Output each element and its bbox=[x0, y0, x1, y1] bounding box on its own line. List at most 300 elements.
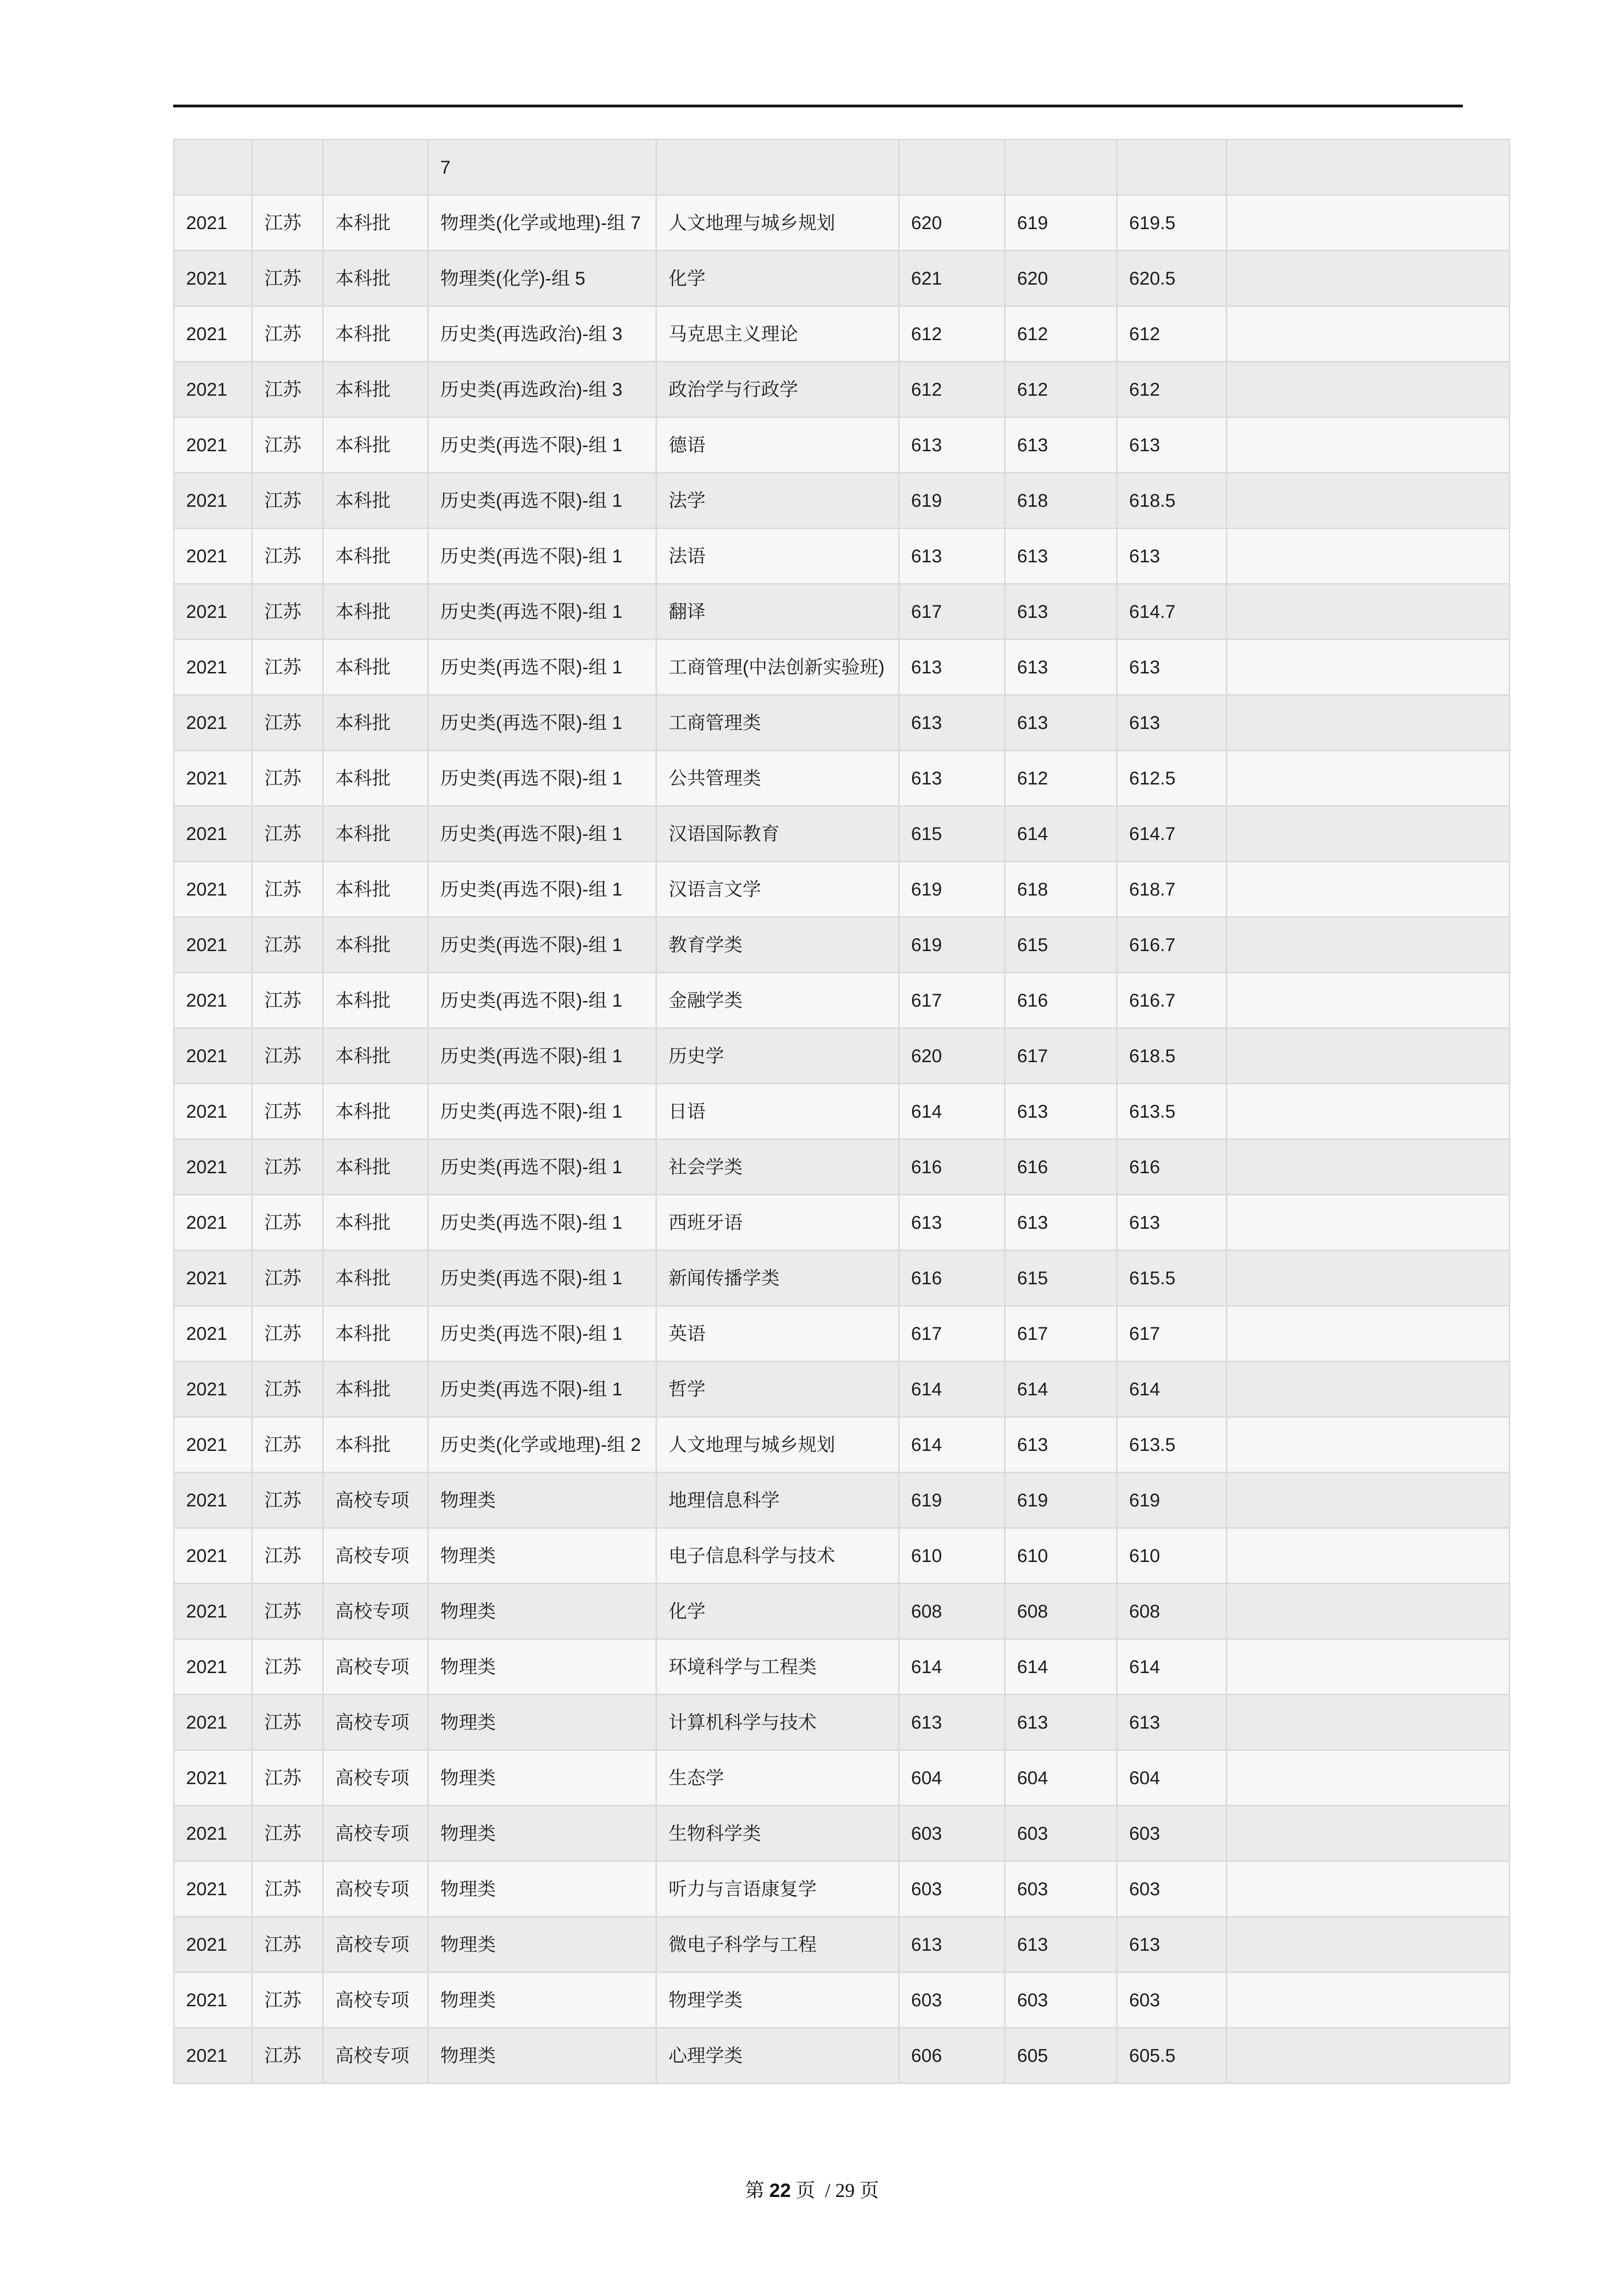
cell-avg: 620.5 bbox=[1117, 251, 1227, 306]
cell-major: 历史学 bbox=[656, 1028, 899, 1084]
cell-province: 江苏 bbox=[252, 973, 323, 1028]
cell-avg: 617 bbox=[1117, 1306, 1227, 1362]
cell-note bbox=[1227, 473, 1510, 529]
cell-province: 江苏 bbox=[252, 1362, 323, 1417]
cell-batch: 本科批 bbox=[323, 1417, 428, 1473]
cell-avg: 618.5 bbox=[1117, 1028, 1227, 1084]
cell-province: 江苏 bbox=[252, 1806, 323, 1861]
table-row bbox=[174, 1195, 1510, 1251]
cell-group: 历史类(再选政治)-组 3 bbox=[428, 306, 656, 362]
cell-major: 人文地理与城乡规划 bbox=[656, 1417, 899, 1473]
cell-major: 环境科学与工程类 bbox=[656, 1639, 899, 1695]
cell-low: 612 bbox=[1005, 306, 1117, 362]
cell-province: 江苏 bbox=[252, 1972, 323, 2028]
cell-note bbox=[1227, 251, 1510, 306]
cell-note bbox=[1227, 806, 1510, 862]
cell-year: 2021 bbox=[174, 529, 252, 584]
cell-batch: 本科批 bbox=[323, 1362, 428, 1417]
cell-batch: 本科批 bbox=[323, 862, 428, 917]
cell-batch: 高校专项 bbox=[323, 1917, 428, 1972]
cell-high: 614 bbox=[899, 1084, 1005, 1139]
cell-province: 江苏 bbox=[252, 473, 323, 529]
cell-low: 605 bbox=[1005, 2028, 1117, 2084]
cell-high: 603 bbox=[899, 1806, 1005, 1861]
cell-note bbox=[1227, 140, 1510, 195]
cell-low: 603 bbox=[1005, 1861, 1117, 1917]
cell-batch: 本科批 bbox=[323, 640, 428, 695]
cell-avg: 616 bbox=[1117, 1139, 1227, 1195]
cell-high: 612 bbox=[899, 306, 1005, 362]
cell-batch: 本科批 bbox=[323, 473, 428, 529]
cell-province: 江苏 bbox=[252, 195, 323, 251]
cell-year: 2021 bbox=[174, 695, 252, 751]
cell-major: 化学 bbox=[656, 1584, 899, 1639]
cell-major: 社会学类 bbox=[656, 1139, 899, 1195]
cell-group: 物理类 bbox=[428, 1972, 656, 2028]
cell-high: 604 bbox=[899, 1750, 1005, 1806]
cell-batch: 高校专项 bbox=[323, 2028, 428, 2084]
cell-year: 2021 bbox=[174, 1639, 252, 1695]
cell-note bbox=[1227, 417, 1510, 473]
cell-note bbox=[1227, 2028, 1510, 2084]
cell-group: 物理类(化学)-组 5 bbox=[428, 251, 656, 306]
cell-note bbox=[1227, 1028, 1510, 1084]
cell-province: 江苏 bbox=[252, 529, 323, 584]
cell-major: 计算机科学与技术 bbox=[656, 1695, 899, 1750]
cell-year: 2021 bbox=[174, 195, 252, 251]
cell-major: 德语 bbox=[656, 417, 899, 473]
cell-province: 江苏 bbox=[252, 251, 323, 306]
cell-year: 2021 bbox=[174, 1806, 252, 1861]
cell-avg: 610 bbox=[1117, 1528, 1227, 1584]
admission-scores-table bbox=[173, 139, 1510, 2084]
cell-major: 政治学与行政学 bbox=[656, 362, 899, 417]
cell-batch: 本科批 bbox=[323, 1195, 428, 1251]
cell-year: 2021 bbox=[174, 640, 252, 695]
table-row bbox=[174, 695, 1510, 751]
cell-high: 614 bbox=[899, 1417, 1005, 1473]
cell-group: 历史类(再选政治)-组 3 bbox=[428, 362, 656, 417]
table-row bbox=[174, 529, 1510, 584]
cell-province: 江苏 bbox=[252, 1139, 323, 1195]
cell-high: 620 bbox=[899, 195, 1005, 251]
cell-major: 电子信息科学与技术 bbox=[656, 1528, 899, 1584]
cell-avg: 614.7 bbox=[1117, 584, 1227, 640]
cell-year: 2021 bbox=[174, 1139, 252, 1195]
cell-year: 2021 bbox=[174, 862, 252, 917]
cell-avg: 618.7 bbox=[1117, 862, 1227, 917]
cell-year: 2021 bbox=[174, 473, 252, 529]
cell-year: 2021 bbox=[174, 1473, 252, 1528]
cell-province: 江苏 bbox=[252, 584, 323, 640]
cell-avg: 612 bbox=[1117, 362, 1227, 417]
cell-group: 历史类(再选不限)-组 1 bbox=[428, 417, 656, 473]
cell-group: 历史类(再选不限)-组 1 bbox=[428, 1195, 656, 1251]
cell-low: 619 bbox=[1005, 1473, 1117, 1528]
cell-major: 马克思主义理论 bbox=[656, 306, 899, 362]
cell-province: 江苏 bbox=[252, 1084, 323, 1139]
cell-low: 604 bbox=[1005, 1750, 1117, 1806]
cell-avg bbox=[1117, 140, 1227, 195]
cell-batch: 本科批 bbox=[323, 306, 428, 362]
cell-batch: 本科批 bbox=[323, 751, 428, 806]
cell-batch: 本科批 bbox=[323, 1028, 428, 1084]
cell-low: 608 bbox=[1005, 1584, 1117, 1639]
cell-province: 江苏 bbox=[252, 2028, 323, 2084]
cell-high: 621 bbox=[899, 251, 1005, 306]
cell-low: 619 bbox=[1005, 195, 1117, 251]
cell-high: 603 bbox=[899, 1972, 1005, 2028]
cell-group: 物理类 bbox=[428, 1528, 656, 1584]
cell-low: 613 bbox=[1005, 1917, 1117, 1972]
cell-high: 606 bbox=[899, 2028, 1005, 2084]
cell-high: 610 bbox=[899, 1528, 1005, 1584]
cell-group: 历史类(再选不限)-组 1 bbox=[428, 1139, 656, 1195]
cell-note bbox=[1227, 306, 1510, 362]
table-row bbox=[174, 2028, 1510, 2084]
cell-low: 614 bbox=[1005, 1362, 1117, 1417]
cell-avg: 616.7 bbox=[1117, 973, 1227, 1028]
cell-note bbox=[1227, 917, 1510, 973]
cell-year: 2021 bbox=[174, 1972, 252, 2028]
table-row bbox=[174, 473, 1510, 529]
cell-major: 金融学类 bbox=[656, 973, 899, 1028]
cell-low: 612 bbox=[1005, 751, 1117, 806]
cell-year: 2021 bbox=[174, 1750, 252, 1806]
cell-note bbox=[1227, 1195, 1510, 1251]
cell-note bbox=[1227, 1417, 1510, 1473]
cell-note bbox=[1227, 1251, 1510, 1306]
cell-group: 物理类 bbox=[428, 1695, 656, 1750]
cell-province: 江苏 bbox=[252, 306, 323, 362]
cell-batch: 本科批 bbox=[323, 417, 428, 473]
cell-note bbox=[1227, 1584, 1510, 1639]
cell-high: 603 bbox=[899, 1861, 1005, 1917]
cell-year: 2021 bbox=[174, 1084, 252, 1139]
cell-province: 江苏 bbox=[252, 1584, 323, 1639]
table-row bbox=[174, 362, 1510, 417]
cell-high: 616 bbox=[899, 1139, 1005, 1195]
cell-major: 工商管理类 bbox=[656, 695, 899, 751]
cell-year: 2021 bbox=[174, 806, 252, 862]
cell-note bbox=[1227, 1917, 1510, 1972]
cell-major: 地理信息科学 bbox=[656, 1473, 899, 1528]
cell-province: 江苏 bbox=[252, 1473, 323, 1528]
cell-province bbox=[252, 140, 323, 195]
cell-batch: 高校专项 bbox=[323, 1972, 428, 2028]
cell-major: 法语 bbox=[656, 529, 899, 584]
table-row bbox=[174, 1972, 1510, 2028]
cell-avg: 613 bbox=[1117, 417, 1227, 473]
cell-major: 生物科学类 bbox=[656, 1806, 899, 1861]
table-row bbox=[174, 751, 1510, 806]
table-row-carryover bbox=[174, 140, 1510, 195]
cell-group: 历史类(再选不限)-组 1 bbox=[428, 973, 656, 1028]
cell-avg: 614 bbox=[1117, 1362, 1227, 1417]
cell-group: 历史类(再选不限)-组 1 bbox=[428, 584, 656, 640]
cell-major: 听力与言语康复学 bbox=[656, 1861, 899, 1917]
cell-batch: 本科批 bbox=[323, 1306, 428, 1362]
cell-high: 616 bbox=[899, 1251, 1005, 1306]
cell-batch: 高校专项 bbox=[323, 1695, 428, 1750]
cell-province: 江苏 bbox=[252, 362, 323, 417]
cell-high bbox=[899, 140, 1005, 195]
cell-note bbox=[1227, 1362, 1510, 1417]
cell-province: 江苏 bbox=[252, 1306, 323, 1362]
table-row bbox=[174, 584, 1510, 640]
cell-major: 化学 bbox=[656, 251, 899, 306]
table-row bbox=[174, 862, 1510, 917]
cell-avg: 605.5 bbox=[1117, 2028, 1227, 2084]
cell-avg: 603 bbox=[1117, 1972, 1227, 2028]
page-footer bbox=[0, 2175, 1624, 2203]
cell-year: 2021 bbox=[174, 306, 252, 362]
cell-group: 历史类(再选不限)-组 1 bbox=[428, 640, 656, 695]
cell-batch: 本科批 bbox=[323, 806, 428, 862]
table-row bbox=[174, 1750, 1510, 1806]
cell-avg: 608 bbox=[1117, 1584, 1227, 1639]
cell-group: 历史类(再选不限)-组 1 bbox=[428, 1362, 656, 1417]
cell-low: 610 bbox=[1005, 1528, 1117, 1584]
cell-avg: 612 bbox=[1117, 306, 1227, 362]
cell-group: 历史类(再选不限)-组 1 bbox=[428, 806, 656, 862]
cell-batch: 本科批 bbox=[323, 584, 428, 640]
cell-batch: 本科批 bbox=[323, 973, 428, 1028]
cell-batch: 高校专项 bbox=[323, 1584, 428, 1639]
cell-major: 汉语言文学 bbox=[656, 862, 899, 917]
cell-major: 生态学 bbox=[656, 1750, 899, 1806]
cell-province: 江苏 bbox=[252, 917, 323, 973]
footer-suffix: 页 bbox=[855, 2180, 879, 2202]
cell-year: 2021 bbox=[174, 1528, 252, 1584]
footer-infix: 页 / bbox=[791, 2180, 836, 2202]
cell-low: 618 bbox=[1005, 473, 1117, 529]
cell-group: 历史类(再选不限)-组 1 bbox=[428, 1251, 656, 1306]
cell-province: 江苏 bbox=[252, 1195, 323, 1251]
cell-avg: 613 bbox=[1117, 1917, 1227, 1972]
table-row bbox=[174, 917, 1510, 973]
cell-province: 江苏 bbox=[252, 1917, 323, 1972]
cell-low: 613 bbox=[1005, 1084, 1117, 1139]
table-row bbox=[174, 1139, 1510, 1195]
cell-avg: 603 bbox=[1117, 1861, 1227, 1917]
cell-major: 物理学类 bbox=[656, 1972, 899, 2028]
cell-year: 2021 bbox=[174, 1417, 252, 1473]
table-row bbox=[174, 1306, 1510, 1362]
cell-group: 历史类(再选不限)-组 1 bbox=[428, 751, 656, 806]
footer-total-pages: 29 bbox=[835, 2180, 855, 2202]
cell-major: 新闻传播学类 bbox=[656, 1251, 899, 1306]
footer-current-page: 22 bbox=[769, 2179, 791, 2201]
cell-group: 物理类 bbox=[428, 1806, 656, 1861]
cell-group: 历史类(再选不限)-组 1 bbox=[428, 1306, 656, 1362]
cell-avg: 619 bbox=[1117, 1473, 1227, 1528]
table-row bbox=[174, 1861, 1510, 1917]
cell-note bbox=[1227, 1806, 1510, 1861]
cell-avg: 614 bbox=[1117, 1639, 1227, 1695]
cell-group: 物理类 bbox=[428, 1473, 656, 1528]
cell-province: 江苏 bbox=[252, 417, 323, 473]
cell-low: 620 bbox=[1005, 251, 1117, 306]
cell-major: 法学 bbox=[656, 473, 899, 529]
cell-major: 汉语国际教育 bbox=[656, 806, 899, 862]
cell-avg: 618.5 bbox=[1117, 473, 1227, 529]
table-row bbox=[174, 251, 1510, 306]
cell-avg: 603 bbox=[1117, 1806, 1227, 1861]
cell-batch: 本科批 bbox=[323, 1139, 428, 1195]
cell-year: 2021 bbox=[174, 1917, 252, 1972]
table-row bbox=[174, 1806, 1510, 1861]
table-row bbox=[174, 1251, 1510, 1306]
cell-batch: 高校专项 bbox=[323, 1861, 428, 1917]
table-row bbox=[174, 1639, 1510, 1695]
cell-note bbox=[1227, 195, 1510, 251]
cell-low: 615 bbox=[1005, 1251, 1117, 1306]
cell-major: 心理学类 bbox=[656, 2028, 899, 2084]
cell-province: 江苏 bbox=[252, 1750, 323, 1806]
cell-year: 2021 bbox=[174, 751, 252, 806]
cell-note bbox=[1227, 1861, 1510, 1917]
cell-high: 613 bbox=[899, 529, 1005, 584]
cell-low: 613 bbox=[1005, 417, 1117, 473]
cell-batch: 高校专项 bbox=[323, 1806, 428, 1861]
cell-year: 2021 bbox=[174, 1306, 252, 1362]
cell-batch: 本科批 bbox=[323, 1251, 428, 1306]
cell-group: 历史类(再选不限)-组 1 bbox=[428, 695, 656, 751]
cell-batch: 本科批 bbox=[323, 917, 428, 973]
cell-low: 616 bbox=[1005, 1139, 1117, 1195]
cell-year: 2021 bbox=[174, 2028, 252, 2084]
cell-batch: 高校专项 bbox=[323, 1528, 428, 1584]
cell-major: 日语 bbox=[656, 1084, 899, 1139]
cell-note bbox=[1227, 1639, 1510, 1695]
table-row bbox=[174, 417, 1510, 473]
cell-batch: 本科批 bbox=[323, 251, 428, 306]
cell-group: 物理类 bbox=[428, 1917, 656, 1972]
cell-province: 江苏 bbox=[252, 1695, 323, 1750]
cell-year: 2021 bbox=[174, 1195, 252, 1251]
cell-province: 江苏 bbox=[252, 806, 323, 862]
cell-note bbox=[1227, 640, 1510, 695]
cell-low: 613 bbox=[1005, 529, 1117, 584]
cell-high: 619 bbox=[899, 917, 1005, 973]
cell-avg: 613.5 bbox=[1117, 1417, 1227, 1473]
cell-avg: 613 bbox=[1117, 640, 1227, 695]
cell-low: 614 bbox=[1005, 1639, 1117, 1695]
cell-note bbox=[1227, 1084, 1510, 1139]
cell-province: 江苏 bbox=[252, 1417, 323, 1473]
cell-low: 616 bbox=[1005, 973, 1117, 1028]
cell-batch: 高校专项 bbox=[323, 1750, 428, 1806]
cell-province: 江苏 bbox=[252, 862, 323, 917]
cell-low: 613 bbox=[1005, 1195, 1117, 1251]
cell-note bbox=[1227, 1695, 1510, 1750]
cell-low: 617 bbox=[1005, 1028, 1117, 1084]
cell-avg: 604 bbox=[1117, 1750, 1227, 1806]
cell-low: 618 bbox=[1005, 862, 1117, 917]
cell-low: 613 bbox=[1005, 695, 1117, 751]
cell-high: 619 bbox=[899, 862, 1005, 917]
cell-group: 历史类(再选不限)-组 1 bbox=[428, 1028, 656, 1084]
cell-year: 2021 bbox=[174, 1861, 252, 1917]
cell-group: 物理类 bbox=[428, 2028, 656, 2084]
cell-batch: 本科批 bbox=[323, 529, 428, 584]
cell-province: 江苏 bbox=[252, 695, 323, 751]
cell-low: 612 bbox=[1005, 362, 1117, 417]
cell-note bbox=[1227, 1473, 1510, 1528]
cell-avg: 613.5 bbox=[1117, 1084, 1227, 1139]
cell-avg: 613 bbox=[1117, 1195, 1227, 1251]
cell-year: 2021 bbox=[174, 1584, 252, 1639]
cell-high: 613 bbox=[899, 1695, 1005, 1750]
cell-note bbox=[1227, 862, 1510, 917]
cell-major: 工商管理(中法创新实验班) bbox=[656, 640, 899, 695]
cell-group: 历史类(再选不限)-组 1 bbox=[428, 473, 656, 529]
cell-low: 613 bbox=[1005, 584, 1117, 640]
cell-avg: 616.7 bbox=[1117, 917, 1227, 973]
cell-high: 617 bbox=[899, 584, 1005, 640]
cell-group: 物理类 bbox=[428, 1861, 656, 1917]
cell-major: 微电子科学与工程 bbox=[656, 1917, 899, 1972]
table-row bbox=[174, 1084, 1510, 1139]
cell-batch: 高校专项 bbox=[323, 1473, 428, 1528]
cell-major: 哲学 bbox=[656, 1362, 899, 1417]
table-row bbox=[174, 1417, 1510, 1473]
cell-high: 615 bbox=[899, 806, 1005, 862]
cell-group: 物理类 bbox=[428, 1750, 656, 1806]
cell-low: 603 bbox=[1005, 1806, 1117, 1861]
cell-note bbox=[1227, 1972, 1510, 2028]
cell-high: 612 bbox=[899, 362, 1005, 417]
cell-high: 614 bbox=[899, 1639, 1005, 1695]
table-row bbox=[174, 1584, 1510, 1639]
cell-province: 江苏 bbox=[252, 1251, 323, 1306]
cell-note bbox=[1227, 1306, 1510, 1362]
cell-high: 608 bbox=[899, 1584, 1005, 1639]
cell-group: 历史类(化学或地理)-组 2 bbox=[428, 1417, 656, 1473]
cell-major: 翻译 bbox=[656, 584, 899, 640]
cell-province: 江苏 bbox=[252, 640, 323, 695]
cell-high: 620 bbox=[899, 1028, 1005, 1084]
cell-group: 历史类(再选不限)-组 1 bbox=[428, 917, 656, 973]
cell-low: 603 bbox=[1005, 1972, 1117, 2028]
cell-major: 公共管理类 bbox=[656, 751, 899, 806]
cell-note bbox=[1227, 973, 1510, 1028]
cell-high: 613 bbox=[899, 751, 1005, 806]
cell-group: 7 bbox=[428, 140, 656, 195]
cell-batch: 本科批 bbox=[323, 362, 428, 417]
cell-year: 2021 bbox=[174, 1362, 252, 1417]
cell-year: 2021 bbox=[174, 973, 252, 1028]
cell-high: 613 bbox=[899, 1195, 1005, 1251]
cell-avg: 612.5 bbox=[1117, 751, 1227, 806]
cell-high: 617 bbox=[899, 973, 1005, 1028]
table-row bbox=[174, 1528, 1510, 1584]
cell-high: 619 bbox=[899, 1473, 1005, 1528]
cell-major: 人文地理与城乡规划 bbox=[656, 195, 899, 251]
cell-low bbox=[1005, 140, 1117, 195]
cell-note bbox=[1227, 362, 1510, 417]
cell-group: 物理类 bbox=[428, 1584, 656, 1639]
cell-year: 2021 bbox=[174, 1251, 252, 1306]
cell-note bbox=[1227, 1750, 1510, 1806]
cell-province: 江苏 bbox=[252, 1528, 323, 1584]
cell-avg: 613 bbox=[1117, 695, 1227, 751]
cell-batch: 本科批 bbox=[323, 195, 428, 251]
cell-year: 2021 bbox=[174, 362, 252, 417]
cell-group: 物理类(化学或地理)-组 7 bbox=[428, 195, 656, 251]
cell-major: 英语 bbox=[656, 1306, 899, 1362]
